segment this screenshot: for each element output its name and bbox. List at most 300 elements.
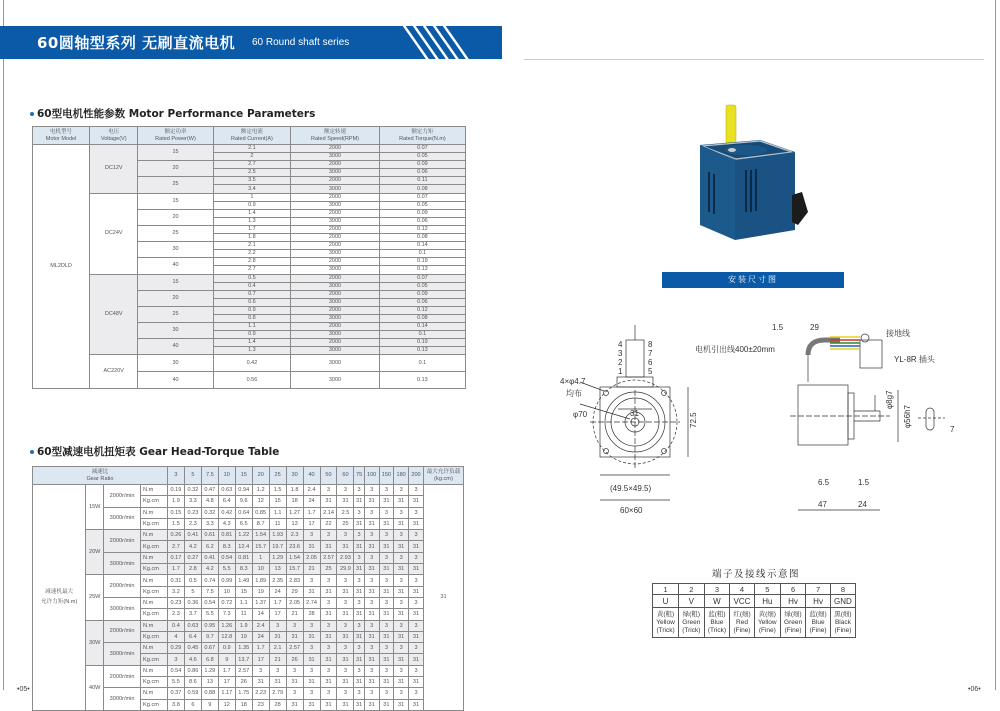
svg-text:(49.5×49.5): (49.5×49.5) xyxy=(610,484,652,493)
current-cell: 2.7 xyxy=(213,161,291,169)
torque-value-cell: 10 xyxy=(218,586,235,597)
torque-value-cell: 0.45 xyxy=(184,643,201,654)
torque-value-cell: 3 xyxy=(364,620,379,631)
torque-value-cell: 31 xyxy=(320,586,337,597)
gear-section-title: 60型减速电机扭矩表 Gear Head-Torque Table xyxy=(30,444,279,459)
torque-value-cell: 31 xyxy=(337,699,354,710)
unit-cell: Kg.cm xyxy=(141,654,168,665)
torque-value-cell: 0.64 xyxy=(235,507,252,518)
svg-text:31: 31 xyxy=(630,409,639,418)
table-row xyxy=(33,274,466,282)
torque-value-cell: 28 xyxy=(303,609,320,620)
torque-value-cell: 31 xyxy=(354,654,364,665)
torque-value-cell: 6.2 xyxy=(201,541,218,552)
ratio-header: 7.5 xyxy=(201,467,218,485)
svg-text:3: 3 xyxy=(618,349,623,358)
svg-text:2: 2 xyxy=(618,358,623,367)
torque-value-cell: 4.2 xyxy=(201,564,218,575)
speed-cell: 2000r/min xyxy=(104,530,141,553)
torque-value-cell: 3 xyxy=(337,620,354,631)
torque-value-cell: 3 xyxy=(337,485,354,496)
torque-cell: 0.09 xyxy=(379,161,465,169)
torque-value-cell: 31 xyxy=(364,654,379,665)
torque-value-cell: 1.22 xyxy=(235,530,252,541)
torque-value-cell: 31 xyxy=(337,654,354,665)
torque-value-cell: 21 xyxy=(286,609,303,620)
torque-value-cell: 0.47 xyxy=(201,485,218,496)
mount-holes-label: 4×φ4.7 xyxy=(560,377,586,386)
speed-cell: 3000 xyxy=(291,298,380,306)
torque-value-cell: 31 xyxy=(364,609,379,620)
torque-value-cell: 3 xyxy=(354,597,364,608)
torque-value-cell: 3 xyxy=(379,485,394,496)
torque-value-cell: 8.3 xyxy=(235,564,252,575)
terminal-number: 8 xyxy=(830,584,855,595)
power-cell: 40 xyxy=(138,258,213,274)
torque-value-cell: 0.63 xyxy=(184,620,201,631)
power-cell: 40W xyxy=(86,665,104,710)
torque-value-cell: 17 xyxy=(218,677,235,688)
ratio-header: 25 xyxy=(269,467,286,485)
speed-cell: 2000 xyxy=(291,145,380,153)
torque-value-cell: 31 xyxy=(364,541,379,552)
torque-value-cell: 12 xyxy=(252,496,269,507)
torque-value-cell: 0.88 xyxy=(201,688,218,699)
bullet-icon xyxy=(30,450,34,454)
ratio-header: 30 xyxy=(286,467,303,485)
ratio-header: 75 xyxy=(354,467,364,485)
torque-value-cell: 31 xyxy=(354,541,364,552)
current-cell: 1.3 xyxy=(213,217,291,225)
current-cell: 0.9 xyxy=(213,331,291,339)
torque-value-cell: 3 xyxy=(354,620,364,631)
torque-value-cell: 0.9 xyxy=(218,643,235,654)
torque-value-cell: 2.3 xyxy=(184,518,201,529)
torque-value-cell: 31 xyxy=(320,654,337,665)
table-row xyxy=(33,575,464,586)
torque-value-cell: 3 xyxy=(337,530,354,541)
page-number-left: •05• xyxy=(17,686,30,693)
voltage-cell: DC24V xyxy=(90,193,138,274)
torque-value-cell: 6 xyxy=(184,699,201,710)
torque-value-cell: 31 xyxy=(303,699,320,710)
torque-value-cell: 15 xyxy=(235,586,252,597)
current-cell: 2.7 xyxy=(213,266,291,274)
torque-value-cell: 3 xyxy=(354,643,364,654)
speed-cell: 3000 xyxy=(291,347,380,355)
current-cell: 2.1 xyxy=(213,242,291,250)
unit-cell: N.m xyxy=(141,530,168,541)
torque-value-cell: 31 xyxy=(269,631,286,642)
torque-value-cell: 3 xyxy=(379,530,394,541)
svg-text:1: 1 xyxy=(618,367,623,376)
svg-text:29: 29 xyxy=(810,323,819,332)
torque-value-cell: 31 xyxy=(320,631,337,642)
torque-value-cell: 13 xyxy=(269,564,286,575)
torque-value-cell: 21 xyxy=(269,654,286,665)
torque-value-cell: 8.6 xyxy=(184,677,201,688)
torque-value-cell: 4.3 xyxy=(218,518,235,529)
column-header: 电机型号 Motor Model xyxy=(33,127,90,145)
header-banner xyxy=(0,26,502,59)
terminal-signal: V xyxy=(679,595,705,608)
speed-cell: 2000r/min xyxy=(104,665,141,688)
table-row xyxy=(33,665,464,676)
torque-value-cell: 0.63 xyxy=(218,485,235,496)
torque-value-cell: 3 xyxy=(303,643,320,654)
torque-value-cell: 2.35 xyxy=(269,575,286,586)
torque-value-cell: 3 xyxy=(409,688,424,699)
table-row xyxy=(33,355,466,372)
current-cell: 0.8 xyxy=(213,314,291,322)
torque-value-cell: 26 xyxy=(286,654,303,665)
terminal-number: 7 xyxy=(806,584,831,595)
connector-label: YL-8R 插头 xyxy=(894,355,935,364)
svg-text:47: 47 xyxy=(818,500,827,509)
svg-text:5: 5 xyxy=(648,367,653,376)
table-row xyxy=(33,193,466,201)
ratio-header: 50 xyxy=(320,467,337,485)
power-cell: 25 xyxy=(138,177,213,193)
torque-value-cell: 3 xyxy=(364,552,379,563)
torque-value-cell: 2.4 xyxy=(252,620,269,631)
terminal-number: 6 xyxy=(780,584,805,595)
torque-value-cell: 31 xyxy=(379,609,394,620)
torque-value-cell: 12.4 xyxy=(235,541,252,552)
ratio-header: 200 xyxy=(409,467,424,485)
torque-value-cell: 3 xyxy=(364,507,379,518)
torque-value-cell: 31 xyxy=(409,586,424,597)
svg-text:φ8g7: φ8g7 xyxy=(885,390,894,409)
torque-value-cell: 3 xyxy=(320,620,337,631)
torque-value-cell: 13.7 xyxy=(235,654,252,665)
lead-wire-label: 电机引出线400±20mm xyxy=(695,345,775,354)
pin-label: 4 xyxy=(618,340,623,349)
speed-cell: 3000 xyxy=(291,153,380,161)
torque-value-cell: 31 xyxy=(286,631,303,642)
speed-cell: 2000 xyxy=(291,193,380,201)
power-cell: 30 xyxy=(138,242,213,258)
terminal-color-row xyxy=(653,608,856,638)
current-cell: 2.8 xyxy=(213,258,291,266)
torque-value-cell: 3 xyxy=(394,643,409,654)
dimension-banner: 安装尺寸图 xyxy=(662,272,844,288)
performance-section-title: 60型电机性能参数 Motor Performance Parameters xyxy=(30,106,315,121)
torque-value-cell: 2.1 xyxy=(269,643,286,654)
torque-value-cell: 7.3 xyxy=(218,609,235,620)
speed-cell: 3000 xyxy=(291,331,380,339)
motor-model-cell: ML2DLD xyxy=(33,145,90,389)
torque-value-cell: 31 xyxy=(320,609,337,620)
torque-value-cell: 5.5 xyxy=(201,609,218,620)
torque-value-cell: 31 xyxy=(409,564,424,575)
torque-value-cell: 2.74 xyxy=(303,597,320,608)
terminal-wiring-table xyxy=(652,583,856,638)
torque-value-cell: 19 xyxy=(235,631,252,642)
speed-cell: 2000 xyxy=(291,339,380,347)
torque-value-cell: 3 xyxy=(286,688,303,699)
torque-value-cell: 3 xyxy=(354,665,364,676)
current-cell: 0.9 xyxy=(213,201,291,209)
torque-value-cell: 0.41 xyxy=(201,552,218,563)
torque-value-cell: 1.89 xyxy=(252,575,269,586)
torque-value-cell: 0.59 xyxy=(184,688,201,699)
speed-cell: 2000 xyxy=(291,323,380,331)
torque-value-cell: 3 xyxy=(409,643,424,654)
torque-value-cell: 3 xyxy=(409,530,424,541)
torque-value-cell: 0.17 xyxy=(167,552,184,563)
torque-cell: 0.12 xyxy=(379,306,465,314)
torque-value-cell: 25 xyxy=(320,564,337,575)
torque-value-cell: 31 xyxy=(303,631,320,642)
torque-value-cell: 0.42 xyxy=(218,507,235,518)
torque-value-cell: 12.8 xyxy=(218,631,235,642)
torque-value-cell: 31 xyxy=(379,631,394,642)
torque-cell: 0.13 xyxy=(379,266,465,274)
speed-cell: 3000 xyxy=(291,169,380,177)
torque-value-cell: 3.7 xyxy=(184,609,201,620)
torque-value-cell: 3 xyxy=(337,597,354,608)
row-label-cell: 减速机最大 允许力矩(N.m) xyxy=(33,485,86,711)
torque-value-cell: 3 xyxy=(167,654,184,665)
torque-value-cell: 3 xyxy=(409,507,424,518)
current-cell: 3.4 xyxy=(213,185,291,193)
torque-value-cell: 3 xyxy=(354,485,364,496)
torque-value-cell: 31 xyxy=(354,631,364,642)
power-cell: 20 xyxy=(138,161,213,177)
torque-value-cell: 1.5 xyxy=(167,518,184,529)
torque-value-cell: 2.57 xyxy=(235,665,252,676)
terminal-wire-color: 绿(细) Green (Fine) xyxy=(780,608,805,638)
torque-value-cell: 3 xyxy=(394,485,409,496)
torque-cell: 0.13 xyxy=(379,372,465,389)
torque-value-cell: 13 xyxy=(201,677,218,688)
torque-cell: 0.19 xyxy=(379,258,465,266)
torque-value-cell: 31 xyxy=(303,654,320,665)
speed-cell: 2000r/min xyxy=(104,575,141,598)
terminal-wire-color: 黄(细) Yellow (Fine) xyxy=(754,608,780,638)
torque-value-cell: 1.75 xyxy=(235,688,252,699)
torque-value-cell: 31 xyxy=(354,609,364,620)
torque-cell: 0.13 xyxy=(379,347,465,355)
speed-cell: 3000r/min xyxy=(104,597,141,620)
torque-value-cell: 17 xyxy=(303,518,320,529)
torque-value-cell: 0.54 xyxy=(218,552,235,563)
power-cell: 40 xyxy=(138,372,213,389)
torque-value-cell: 3 xyxy=(364,575,379,586)
unit-cell: Kg.cm xyxy=(141,518,168,529)
torque-value-cell: 1.7 xyxy=(252,643,269,654)
torque-value-cell: 0.26 xyxy=(167,530,184,541)
torque-cell: 0.07 xyxy=(379,145,465,153)
current-cell: 1.8 xyxy=(213,234,291,242)
table-row xyxy=(33,145,466,153)
gear-ratio-header: 减速比 Gear Ratio xyxy=(33,467,168,485)
torque-cell: 0.19 xyxy=(379,339,465,347)
torque-cell: 0.12 xyxy=(379,225,465,233)
torque-value-cell: 11 xyxy=(269,518,286,529)
torque-cell: 0.1 xyxy=(379,250,465,258)
torque-value-cell: 3 xyxy=(354,507,364,518)
torque-value-cell: 0.85 xyxy=(252,507,269,518)
speed-cell: 2000 xyxy=(291,258,380,266)
torque-value-cell: 31 xyxy=(337,541,354,552)
torque-cell: 0.07 xyxy=(379,274,465,282)
torque-value-cell: 9.6 xyxy=(235,496,252,507)
column-header: 额定转速 Rated Speed(RPM) xyxy=(291,127,380,145)
torque-value-cell: 31 xyxy=(394,518,409,529)
torque-value-cell: 3 xyxy=(320,665,337,676)
speed-cell: 3000 xyxy=(291,372,380,389)
terminal-number: 3 xyxy=(704,584,730,595)
speed-cell: 3000r/min xyxy=(104,552,141,575)
current-cell: 3.5 xyxy=(213,177,291,185)
ratio-header: 10 xyxy=(218,467,235,485)
torque-value-cell: 3.8 xyxy=(167,699,184,710)
torque-value-cell: 22 xyxy=(320,518,337,529)
terminal-signal: Hu xyxy=(754,595,780,608)
terminal-number: 5 xyxy=(754,584,780,595)
torque-value-cell: 3 xyxy=(303,688,320,699)
torque-value-cell: 1.9 xyxy=(167,496,184,507)
bullet-icon xyxy=(30,112,34,116)
torque-value-cell: 31 xyxy=(320,677,337,688)
torque-value-cell: 1.37 xyxy=(252,597,269,608)
terminal-signal: VCC xyxy=(730,595,755,608)
torque-value-cell: 31 xyxy=(337,496,354,507)
torque-value-cell: 3 xyxy=(354,552,364,563)
torque-value-cell: 23 xyxy=(252,699,269,710)
motor-performance-table xyxy=(32,126,466,389)
torque-value-cell: 31 xyxy=(364,699,379,710)
torque-value-cell: 31 xyxy=(337,586,354,597)
speed-cell: 3000 xyxy=(291,201,380,209)
terminal-signal: Hv xyxy=(780,595,805,608)
torque-value-cell: 0.41 xyxy=(184,530,201,541)
unit-cell: N.m xyxy=(141,597,168,608)
torque-value-cell: 9.7 xyxy=(201,631,218,642)
torque-value-cell: 14 xyxy=(252,609,269,620)
unit-cell: N.m xyxy=(141,643,168,654)
gear-torque-table xyxy=(32,466,464,711)
terminal-wire-color: 黄(粗) Yellow (Trick) xyxy=(653,608,679,638)
torque-value-cell: 0.23 xyxy=(184,507,201,518)
column-header: 额定电流 Rated Current(A) xyxy=(213,127,291,145)
torque-value-cell: 3 xyxy=(364,643,379,654)
torque-value-cell: 0.4 xyxy=(167,620,184,631)
torque-value-cell: 31 xyxy=(337,677,354,688)
power-cell: 30W xyxy=(86,620,104,665)
unit-cell: Kg.cm xyxy=(141,699,168,710)
unit-cell: N.m xyxy=(141,688,168,699)
power-cell: 30 xyxy=(138,355,213,372)
torque-value-cell: 3 xyxy=(320,643,337,654)
torque-value-cell: 2.57 xyxy=(320,552,337,563)
torque-value-cell: 31 xyxy=(409,699,424,710)
torque-value-cell: 31 xyxy=(269,677,286,688)
torque-value-cell: 0.99 xyxy=(218,575,235,586)
torque-value-cell: 3 xyxy=(303,665,320,676)
torque-value-cell: 31 xyxy=(379,541,394,552)
torque-value-cell: 8.3 xyxy=(218,541,235,552)
torque-value-cell: 3 xyxy=(269,620,286,631)
page-edge-right xyxy=(995,0,996,690)
torque-value-cell: 31 xyxy=(409,677,424,688)
motor-photo xyxy=(680,100,830,250)
torque-value-cell: 3 xyxy=(394,530,409,541)
torque-value-cell: 31 xyxy=(320,496,337,507)
torque-value-cell: 3 xyxy=(269,665,286,676)
torque-value-cell: 31 xyxy=(394,677,409,688)
unit-cell: N.m xyxy=(141,485,168,496)
ratio-header: 5 xyxy=(184,467,201,485)
power-cell: 30 xyxy=(138,323,213,339)
torque-value-cell: 3 xyxy=(354,688,364,699)
torque-value-cell: 3 xyxy=(337,643,354,654)
current-cell: 1.3 xyxy=(213,347,291,355)
svg-text:1.5: 1.5 xyxy=(858,478,870,487)
ratio-header: 15 xyxy=(235,467,252,485)
torque-value-cell: 2.3 xyxy=(286,530,303,541)
current-cell: 0.56 xyxy=(213,372,291,389)
torque-value-cell: 1.1 xyxy=(269,507,286,518)
torque-value-cell: 1.35 xyxy=(235,643,252,654)
torque-value-cell: 3 xyxy=(364,485,379,496)
speed-cell: 2000 xyxy=(291,290,380,298)
terminal-wire-color: 蓝(粗) Blue (Trick) xyxy=(704,608,730,638)
ratio-header: 3 xyxy=(167,467,184,485)
current-cell: 2.5 xyxy=(213,169,291,177)
unit-cell: N.m xyxy=(141,665,168,676)
current-cell: 0.6 xyxy=(213,298,291,306)
speed-cell: 3000r/min xyxy=(104,507,141,530)
torque-value-cell: 1.7 xyxy=(218,665,235,676)
column-header: 电压 Voltage(V) xyxy=(90,127,138,145)
torque-value-cell: 31 xyxy=(320,541,337,552)
torque-value-cell: 1.29 xyxy=(269,552,286,563)
torque-value-cell: 3 xyxy=(409,575,424,586)
torque-value-cell: 1.17 xyxy=(218,688,235,699)
ratio-header: 150 xyxy=(379,467,394,485)
torque-value-cell: 24 xyxy=(303,496,320,507)
torque-value-cell: 3 xyxy=(379,620,394,631)
torque-value-cell: 2.05 xyxy=(286,597,303,608)
torque-value-cell: 31 xyxy=(394,654,409,665)
torque-value-cell: 3 xyxy=(379,643,394,654)
dimension-drawing xyxy=(540,310,980,525)
torque-value-cell: 2.5 xyxy=(337,507,354,518)
power-cell: 15 xyxy=(138,274,213,290)
torque-cell: 0.09 xyxy=(379,209,465,217)
torque-value-cell: 31 xyxy=(379,496,394,507)
current-cell: 2.2 xyxy=(213,250,291,258)
torque-value-cell: 31 xyxy=(394,631,409,642)
power-cell: 15 xyxy=(138,145,213,161)
torque-value-cell: 13 xyxy=(286,518,303,529)
torque-cell: 0.1 xyxy=(379,355,465,372)
speed-cell: 3000 xyxy=(291,314,380,322)
torque-value-cell: 3 xyxy=(364,688,379,699)
torque-value-cell: 6.5 xyxy=(235,518,252,529)
torque-value-cell: 31 xyxy=(286,677,303,688)
speed-cell: 3000 xyxy=(291,250,380,258)
speed-cell: 2000 xyxy=(291,209,380,217)
current-cell: 1.4 xyxy=(213,209,291,217)
torque-cell: 0.08 xyxy=(379,185,465,193)
torque-cell: 0.11 xyxy=(379,177,465,185)
unit-cell: N.m xyxy=(141,575,168,586)
torque-value-cell: 29.9 xyxy=(337,564,354,575)
